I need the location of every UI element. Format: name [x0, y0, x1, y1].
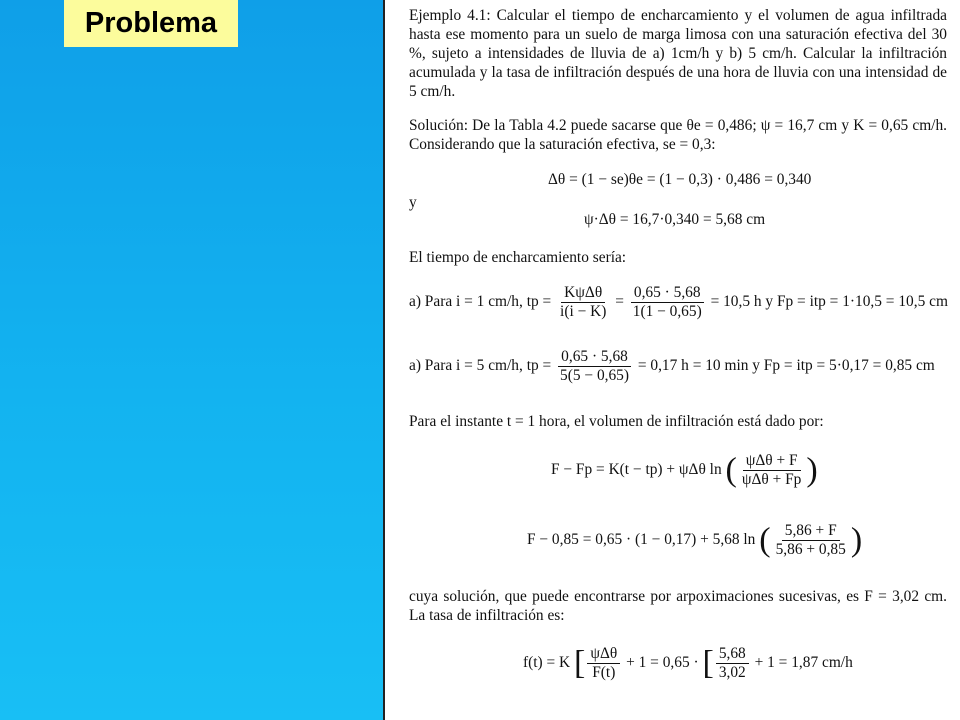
case-b-result: = 0,17 h = 10 min y Fp = itp = 5·0,17 = 0,85 cm — [637, 357, 935, 375]
equation-psi: ψ·Δθ = 16,7·0,340 = 5,68 cm — [584, 211, 766, 228]
case-a-tp: tp = — [526, 293, 552, 311]
case-b-tp: tp = — [526, 357, 552, 375]
equation-delta-theta: Δθ = (1 − se)θe = (1 − 0,3) · 0,486 = 0,340 — [548, 171, 812, 188]
eq-F2-den: 5,86 + 0,85 — [775, 541, 846, 558]
eq-F-lhs: F − Fp = K(t − tp) + ψΔθ ln — [551, 461, 722, 479]
close-paren: ) — [806, 451, 818, 489]
open-paren: ( — [759, 521, 771, 559]
case-a-fraction-1 — [557, 284, 609, 321]
solution-text: cuya solución, que puede encontrarse por arpoximaciones sucesivas, es F = 3,02 cm. La tasa de infiltración es: — [409, 588, 947, 624]
slide-title-box — [64, 0, 238, 47]
case-a-frac1-den: i(i − K) — [560, 303, 607, 320]
ponding-intro: El tiempo de encharcamiento sería: — [409, 249, 627, 266]
example-panel — [383, 0, 960, 720]
case-a-frac2-den: 1(1 − 0,65) — [632, 303, 702, 320]
eq-f-num2: 5,68 — [716, 645, 749, 664]
case-b-prefix: a) Para i = 5 cm/h, — [409, 357, 523, 375]
case-b-frac-num: 0,65 · 5,68 — [558, 348, 631, 367]
case-a-result: = 10,5 h y Fp = itp = 1·10,5 = 10,5 cm — [710, 293, 948, 311]
case-a-frac1-num: KψΔθ — [561, 284, 605, 303]
case-b-equation — [409, 348, 935, 385]
eq-f-den: F(t) — [592, 664, 616, 681]
case-b-frac-den: 5(5 − 0,65) — [560, 367, 629, 384]
case-b-fraction — [557, 348, 632, 385]
eq-F2-lhs: F − 0,85 = 0,65 · (1 − 0,17) + 5,68 ln — [527, 531, 756, 549]
eq-f-fraction-2 — [716, 645, 749, 682]
eq-f-den2: 3,02 — [718, 664, 746, 681]
instant-intro: Para el instante t = 1 hora, el volumen de infiltración está dado por: — [409, 413, 824, 430]
eq-f-fraction — [587, 645, 620, 682]
open-bracket: [ — [574, 644, 586, 682]
equation-F2 — [527, 522, 862, 559]
case-a-frac2-num: 0,65 · 5,68 — [631, 284, 704, 303]
eq-f-num: ψΔθ — [587, 645, 620, 664]
case-a-prefix: a) Para i = 1 cm/h, — [409, 293, 523, 311]
equation-F — [551, 452, 818, 489]
equation-f — [523, 645, 853, 682]
eq-f-result: + 1 = 1,87 cm/h — [754, 654, 853, 672]
open-bracket: [ — [702, 644, 714, 682]
slide-title: Problema — [84, 7, 218, 39]
close-paren: ) — [850, 521, 863, 559]
eq-F2-num: 5,86 + F — [782, 522, 840, 541]
eq-f-mid: + 1 = 0,65 · — [626, 654, 699, 672]
eq-F2-fraction — [773, 522, 849, 559]
open-paren: ( — [725, 451, 737, 489]
case-a-equation — [409, 284, 948, 321]
eq-F-fraction — [739, 452, 805, 489]
case-a-fraction-2 — [630, 284, 705, 321]
solution-intro: Solución: De la Tabla 4.2 puede sacarse que θe = 0,486; ψ = 16,7 cm y K = 0,65 cm/h. Considerando que la saturación efectiva, se = 0,3: — [409, 117, 947, 153]
eq-F-den: ψΔθ + Fp — [741, 471, 802, 488]
and-word: y — [409, 194, 417, 211]
example-statement: Ejemplo 4.1: Calcular el tiempo de encharcamiento y el volumen de agua infiltrada hasta ese momento para un suelo de marga limosa con una saturación efectiva del 30 %, sujeto a intensidades de lluvia de a) 1cm/h y b) 5 cm/h. Calcular la infiltración acumulada y la tasa de infiltración después de una hora de lluvia con una intensidad de 5 cm/h. — [409, 7, 947, 100]
eq-F-num: ψΔθ + F — [743, 452, 801, 471]
case-a-eq: = — [615, 293, 624, 311]
eq-f-lhs: f(t) = K — [523, 654, 571, 672]
